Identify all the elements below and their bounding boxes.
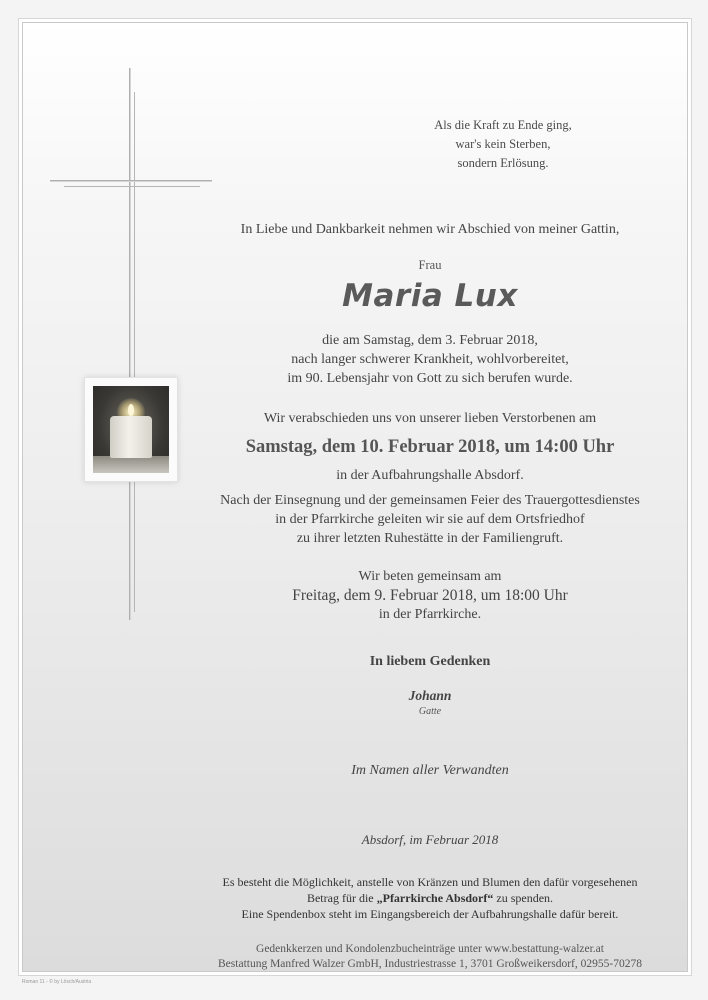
burial-line: Nach der Einsegnung und der gemeinsamen Feier des Trauergottesdienstes [220,493,640,508]
cross-inner-line [134,92,135,612]
donation-line: Es besteht die Möglichkeit, anstelle von Kränzen und Blumen den dafür vorgesehenen [222,875,638,889]
flame-icon [128,404,134,416]
prayer-line: in der Pfarrkirche. [378,607,482,622]
footer-line: Bestattung Manfred Walzer GmbH, Industriestrasse 1, 3701 Großweikersdorf, 02955-70278 [218,958,642,970]
burial-line: in der Pfarrkirche geleiten wir sie auf dem Ortsfriedhof [275,512,585,527]
memory-heading: In liebem Gedenken [369,654,491,669]
mourner-name: Johann [408,688,452,703]
death-line: die am Samstag, dem 3. Februar 2018, [322,333,538,348]
burial-line: zu ihrer letzten Ruhestätte in der Familiengruft. [296,531,564,546]
title-prefix: Frau [418,258,442,272]
cross-icon [129,68,131,620]
candle-photo-card [84,377,178,482]
motto-line: Als die Kraft zu Ende ging, [434,118,572,132]
fine-print: Roman 11 - © by Lösch/Austria [22,979,92,985]
funeral-date: Samstag, dem 10. Februar 2018, um 14:00 Uhr [245,437,615,457]
motto-line: war's kein Sterben, [455,137,551,151]
death-line: nach langer schwerer Krankheit, wohlvorbereitet, [291,352,569,367]
donation-text: Betrag für die [306,891,377,905]
deceased-name: Maria Lux [342,278,518,314]
candle-table [93,456,169,473]
relatives-text: Im Namen aller Verwandten [351,763,509,778]
donation-text: zu spenden. [493,891,554,905]
motto-verse [398,116,608,173]
donation-note [160,874,700,922]
place-date: Absdorf, im Februar 2018 [361,832,499,847]
donation-recipient: „Pfarrkirche Absdorf“ [376,891,494,905]
cross-beam [50,180,212,182]
cross-beam-inner [64,186,200,187]
prayer-line: Freitag, dem 9. Februar 2018, um 18:00 Uhr [292,587,568,604]
funeral-home-footer [160,942,700,972]
funeral-place: in der Aufbahrungshalle Absdorf. [336,468,524,483]
farewell-text: Wir verabschieden uns von unserer lieben Verstorbenen am [263,411,597,426]
death-line: im 90. Lebensjahr von Gott zu sich berufen wurde. [287,371,573,386]
burial-details [160,491,700,548]
candle-icon [110,416,152,458]
motto-line: sondern Erlösung. [457,156,549,170]
prayer-details [160,567,700,624]
donation-line: Eine Spendenbox steht im Eingangsbereich der Aufbahrungshalle dafür bereit. [241,907,619,921]
mourner-relation: Gatte [418,706,442,717]
death-notice [160,331,700,388]
intro-text: In Liebe und Dankbarkeit nehmen wir Abschied von meiner Gattin, [240,222,620,237]
prayer-line: Wir beten gemeinsam am [358,569,502,584]
donation-line [160,890,700,906]
footer-line: Gedenkkerzen und Kondolenzbucheinträge unter www.bestattung-walzer.at [256,943,604,955]
candle-image [93,386,169,473]
